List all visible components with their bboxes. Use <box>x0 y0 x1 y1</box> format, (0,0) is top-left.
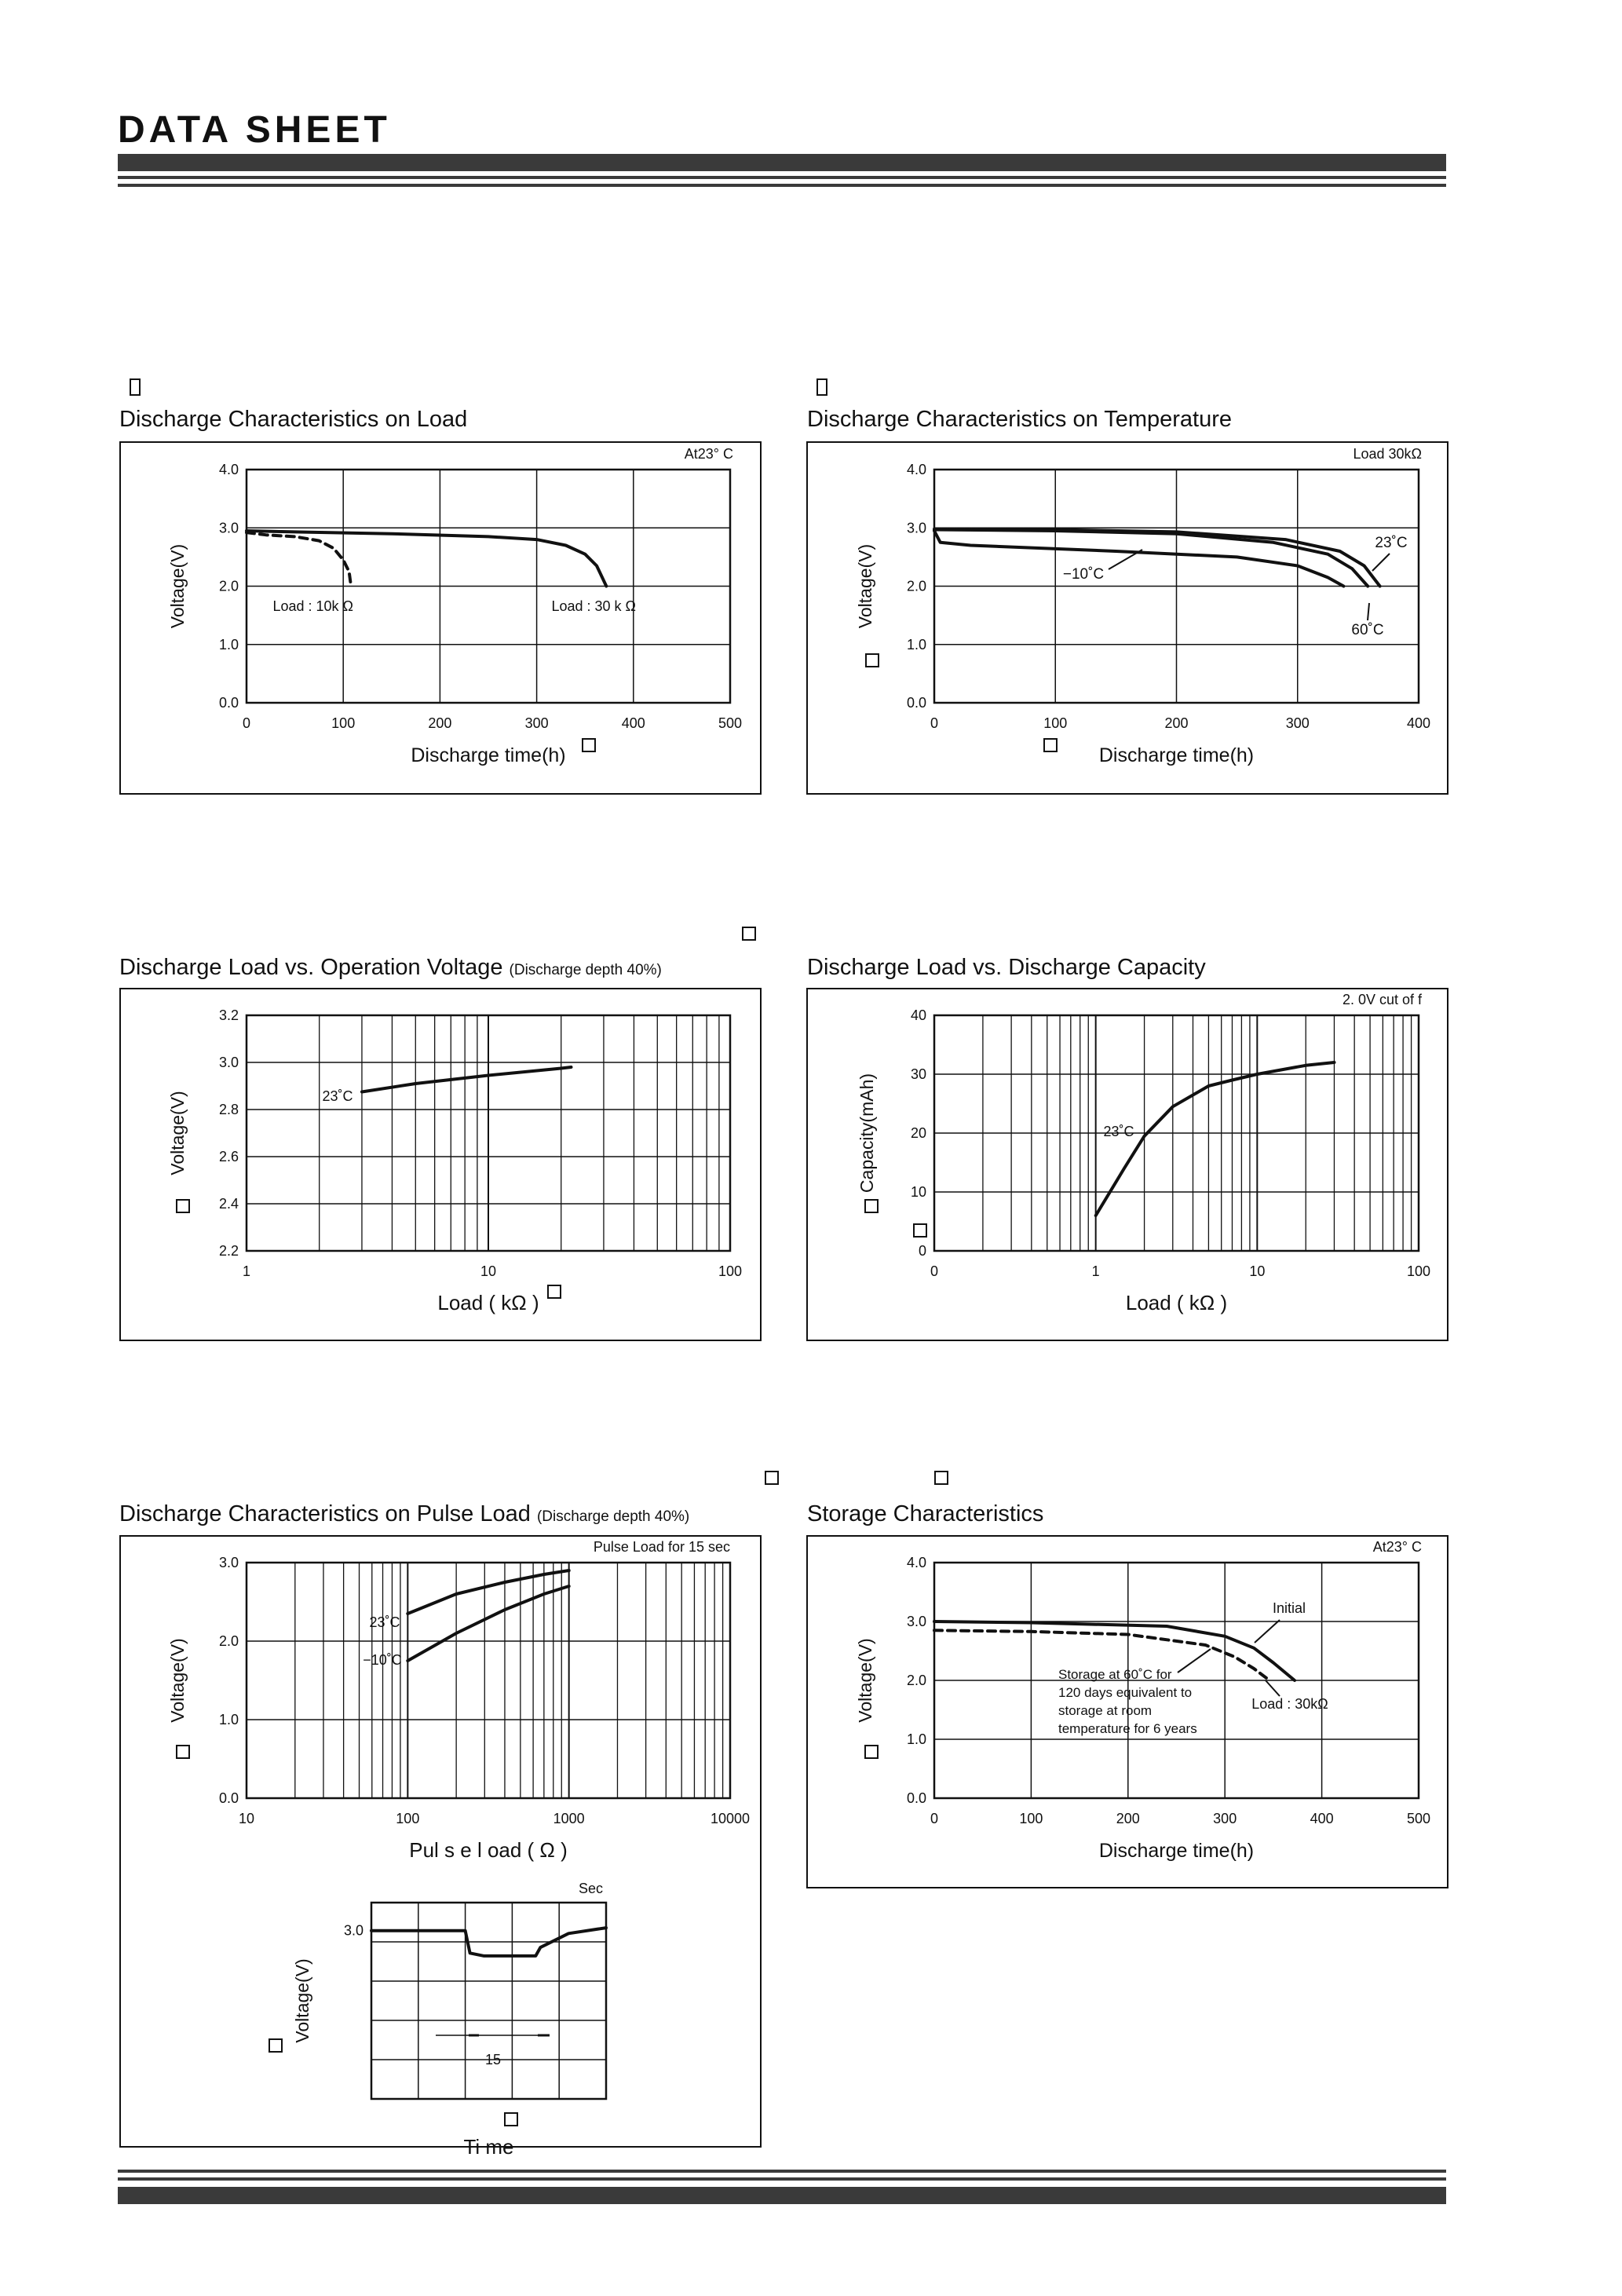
plot-area-border <box>247 1563 730 1798</box>
x-axis-label: Discharge time(h) <box>1098 1840 1255 1862</box>
annotation-storage-line4: temperature for 6 years <box>1058 1721 1197 1736</box>
x-tick-label: 10000 <box>710 1811 751 1826</box>
y-tick-label: 3.0 <box>218 1055 239 1070</box>
y-axis-label: Voltage(V) <box>292 1958 312 2043</box>
x-tick-label: 400 <box>1406 715 1431 731</box>
annotation-pulse-width: 15 <box>484 2052 502 2067</box>
annotation-storage-line3: storage at room <box>1058 1703 1153 1718</box>
y-tick-label: 3.2 <box>218 1007 239 1023</box>
annotation-arrow <box>1266 1680 1280 1696</box>
x-tick-label: 1 <box>1091 1263 1100 1279</box>
series-line <box>407 1586 568 1661</box>
x-tick-label: 400 <box>1310 1811 1334 1826</box>
x-tick-label: 500 <box>718 715 743 731</box>
series-label-60c: 60˚C <box>1351 622 1384 638</box>
chart-corner-note: At23° C <box>1372 1539 1422 1555</box>
chart-title-capacity: Discharge Load vs. Discharge Capacity <box>807 955 1206 980</box>
y-tick-label: 2.8 <box>218 1102 239 1117</box>
page-title: DATA SHEET <box>118 109 391 151</box>
x-tick-label: 200 <box>1164 715 1189 731</box>
y-axis-label: Voltage(V) <box>167 543 188 629</box>
y-tick-label: 2.0 <box>906 578 926 594</box>
x-tick-label: 100 <box>396 1811 420 1826</box>
annotation-label-30k: Load : 30 k Ω <box>551 598 636 614</box>
series-label-minus10: −10˚C <box>363 1652 402 1668</box>
y-axis-label: Voltage(V) <box>167 1638 188 1723</box>
chart-title-storage: Storage Characteristics <box>807 1501 1044 1526</box>
x-axis-label: Load ( kΩ ) <box>1125 1291 1228 1314</box>
x-tick-label: 400 <box>621 715 645 731</box>
y-axis-label: Voltage(V) <box>855 543 875 629</box>
chart-subtitle: (Discharge depth 40%) <box>509 962 662 978</box>
y-tick-label: 3.0 <box>343 1922 363 1939</box>
x-tick-label: 1 <box>242 1263 251 1279</box>
y-tick-label: 3.0 <box>906 1614 926 1629</box>
y-tick-label: 30 <box>910 1066 926 1082</box>
series-line <box>934 529 1380 587</box>
chart-title-load: Discharge Characteristics on Load <box>119 407 468 432</box>
y-tick-label: 1.0 <box>906 1731 926 1747</box>
chart-corner-note: Load 30kΩ <box>1353 446 1422 462</box>
x-tick-label: 10 <box>238 1811 255 1826</box>
chart-corner-note: Pulse Load for 15 sec <box>593 1539 730 1555</box>
y-tick-label: 1.0 <box>906 636 926 653</box>
y-tick-label: 3.0 <box>218 520 239 536</box>
x-tick-label: 100 <box>1019 1811 1043 1826</box>
x-tick-label: 100 <box>1043 715 1068 731</box>
y-tick-label: 2.0 <box>218 1633 239 1649</box>
chart-corner-note: Sec <box>578 1881 603 1896</box>
chart-corner-note: 2. 0V cut of f <box>1342 992 1422 1007</box>
y-tick-label: 10 <box>910 1184 926 1200</box>
y-tick-label: 4.0 <box>218 462 239 477</box>
x-tick-label: 300 <box>1213 1811 1237 1826</box>
x-tick-label: 0 <box>930 1263 939 1279</box>
annotation-load-30k: Load : 30kΩ <box>1251 1696 1328 1712</box>
y-tick-label: 0.0 <box>218 695 239 711</box>
series-label-23c: 23˚C <box>369 1614 400 1630</box>
y-tick-label: 3.0 <box>218 1555 239 1570</box>
y-tick-label: 0.0 <box>906 695 926 711</box>
annotation-arrow <box>1178 1649 1211 1673</box>
y-tick-label: 1.0 <box>218 1712 239 1727</box>
annotation-arrow <box>1368 603 1369 620</box>
x-tick-label: 200 <box>428 715 452 731</box>
y-tick-label: 1.0 <box>218 636 239 653</box>
x-axis-label: Load ( kΩ ) <box>437 1291 539 1314</box>
x-tick-label: 0 <box>930 1811 939 1826</box>
y-tick-label: 4.0 <box>906 1555 926 1570</box>
annotation-initial: Initial <box>1272 1600 1306 1616</box>
x-tick-label: 10 <box>1249 1263 1266 1279</box>
y-axis-label: Voltage(V) <box>855 1638 875 1723</box>
x-tick-label: 1000 <box>553 1811 585 1826</box>
y-axis-label: Capacity(mAh) <box>857 1073 877 1194</box>
series-line <box>362 1067 572 1092</box>
y-tick-label: 2.0 <box>906 1673 926 1688</box>
annotation-arrow <box>1372 554 1390 571</box>
y-tick-label: 20 <box>910 1125 926 1141</box>
x-axis-label: Pul s e l oad ( Ω ) <box>409 1838 568 1862</box>
x-axis-label: Ti me <box>463 2135 514 2159</box>
x-axis-label: Discharge time(h) <box>411 744 566 766</box>
annotation-label-10k: Load : 10k Ω <box>272 598 353 614</box>
series-label-23c: 23˚C <box>322 1088 353 1104</box>
y-tick-label: 2.0 <box>218 578 239 594</box>
chart-subtitle: (Discharge depth 40%) <box>536 1508 690 1525</box>
x-tick-label: 100 <box>1406 1263 1431 1279</box>
x-tick-label: 300 <box>1285 715 1310 731</box>
y-tick-label: 0.0 <box>218 1790 239 1806</box>
y-tick-label: 0.0 <box>906 1790 926 1806</box>
series-label-23c: 23˚C <box>1103 1124 1134 1139</box>
x-tick-label: 300 <box>524 715 549 731</box>
annotation-storage-line1: Storage at 60˚C for <box>1058 1667 1172 1682</box>
x-tick-label: 100 <box>331 715 356 731</box>
series-line <box>247 532 351 586</box>
annotation-arrow <box>1255 1620 1280 1643</box>
series-line <box>934 530 1368 587</box>
x-tick-label: 500 <box>1406 1811 1431 1826</box>
chart-corner-note: At23° C <box>684 446 733 462</box>
y-tick-label: 4.0 <box>906 462 926 477</box>
y-tick-label: 3.0 <box>906 520 926 536</box>
chart-title-temperature: Discharge Characteristics on Temperature <box>807 407 1233 432</box>
y-tick-label: 2.2 <box>218 1243 239 1259</box>
chart-title-text: Discharge Load vs. Operation Voltage <box>119 955 503 980</box>
y-tick-label: 0 <box>918 1243 926 1259</box>
series-label-23c: 23˚C <box>1375 535 1408 551</box>
x-tick-label: 0 <box>242 715 251 731</box>
y-tick-label: 40 <box>910 1007 926 1023</box>
series-label-minus10: −10˚C <box>1062 566 1105 583</box>
x-axis-label: Discharge time(h) <box>1098 744 1255 766</box>
x-tick-label: 100 <box>718 1263 743 1279</box>
x-tick-label: 10 <box>480 1263 497 1279</box>
y-axis-label: Voltage(V) <box>167 1091 188 1175</box>
y-tick-label: 2.4 <box>218 1196 239 1212</box>
annotation-storage-line2: 120 days equivalent to <box>1058 1685 1193 1700</box>
chart-title-text: Discharge Characteristics on Pulse Load <box>119 1501 531 1526</box>
series-line <box>407 1570 568 1614</box>
x-tick-label: 0 <box>930 715 939 731</box>
y-tick-label: 2.6 <box>218 1149 239 1164</box>
x-tick-label: 200 <box>1116 1811 1140 1826</box>
